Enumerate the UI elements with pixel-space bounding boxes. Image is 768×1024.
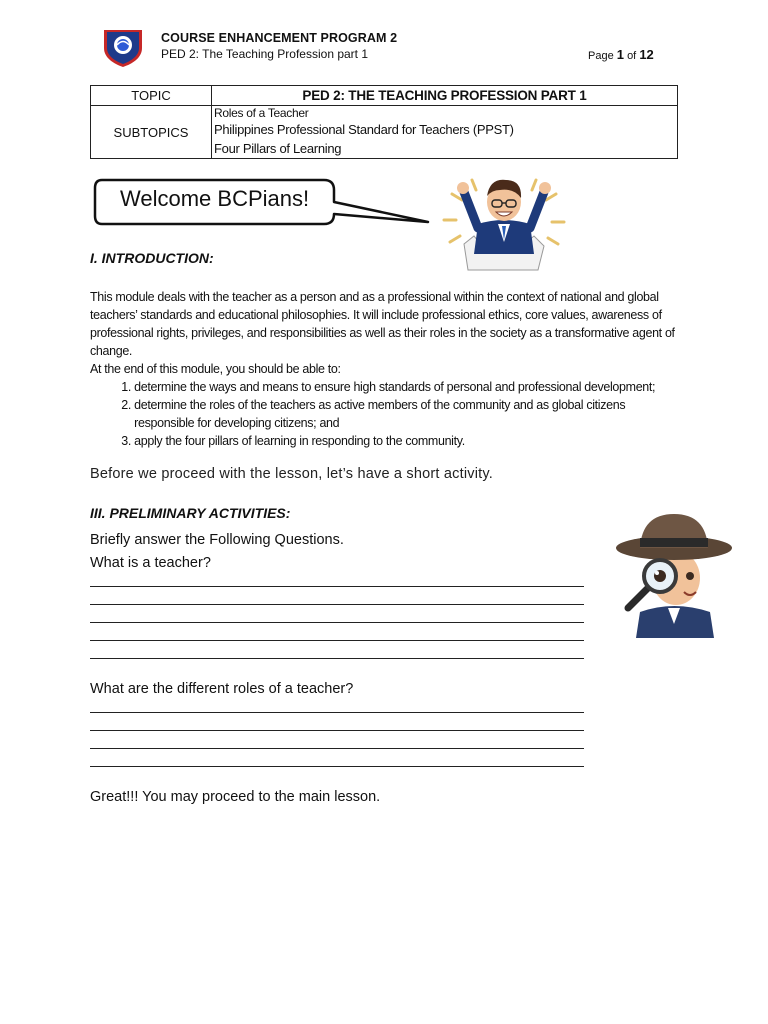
course-subtitle: PED 2: The Teaching Profession part 1 bbox=[161, 47, 369, 61]
subtopics-row bbox=[91, 106, 678, 159]
subtopics-label: SUBTOPICS bbox=[91, 106, 212, 159]
subtopic-item: Philippines Professional Standard for Teachers (PPST) bbox=[214, 122, 514, 137]
question-2: What are the different roles of a teacher? bbox=[90, 681, 354, 697]
answer-line[interactable] bbox=[90, 748, 584, 749]
answer-line[interactable] bbox=[90, 712, 584, 713]
answer-line[interactable] bbox=[90, 604, 584, 605]
answer-line[interactable] bbox=[90, 766, 584, 767]
closing-text: Great!!! You may proceed to the main lesson. bbox=[90, 789, 381, 805]
objectives-list bbox=[90, 378, 676, 450]
page-word: Page bbox=[588, 50, 614, 62]
detective-avatar-icon bbox=[614, 508, 734, 640]
topic-table bbox=[90, 85, 678, 159]
answer-line[interactable] bbox=[90, 622, 584, 623]
answer-line[interactable] bbox=[90, 640, 584, 641]
objective-item: 2. determine the roles of the teachers as active members of the community and as global citizens responsible for developing citizens; and bbox=[134, 396, 675, 432]
page-total: 12 bbox=[639, 47, 654, 62]
topic-value: PED 2: THE TEACHING PROFESSION PART 1 bbox=[212, 86, 678, 106]
transition-text: Before we proceed with the lesson, let’s have a short activity. bbox=[90, 466, 493, 482]
objective-item: 3. apply the four pillars of learning in responding to the community. bbox=[134, 432, 675, 450]
topic-label: TOPIC bbox=[91, 86, 212, 106]
page-current: 1 bbox=[616, 47, 624, 62]
subtopics-list bbox=[212, 106, 678, 159]
page-number bbox=[588, 47, 654, 62]
question-1: What is a teacher? bbox=[90, 555, 211, 571]
introduction-paragraph: This module deals with the teacher as a person and as a professional within the context of national and global teachers’ standards and educational philosophies. It will include professional ethics, core values, awareness of professional rights, privileges, and responsibilities as well as their roles in the society as a transformative agent of change. bbox=[90, 289, 675, 358]
school-shield-logo bbox=[100, 26, 146, 68]
introduction-body bbox=[90, 288, 676, 450]
subtopic-item: Four Pillars of Learning bbox=[214, 141, 342, 156]
subtopic-item: Roles of a Teacher bbox=[214, 106, 309, 120]
answer-line[interactable] bbox=[90, 658, 584, 659]
excited-teacher-avatar-icon bbox=[438, 170, 570, 278]
page-of: of bbox=[627, 50, 637, 62]
introduction-heading: I. INTRODUCTION: bbox=[90, 250, 214, 266]
objective-item: 1. determine the ways and means to ensure high standards of personal and professional development; bbox=[134, 378, 675, 396]
course-title: COURSE ENHANCEMENT PROGRAM 2 bbox=[161, 31, 398, 45]
topic-row bbox=[91, 86, 678, 106]
answer-line[interactable] bbox=[90, 586, 584, 587]
welcome-text: Welcome BCPians! bbox=[120, 186, 310, 211]
instruction-text: Briefly answer the Following Questions. bbox=[90, 532, 344, 548]
preliminary-heading: III. PRELIMINARY ACTIVITIES: bbox=[90, 505, 291, 521]
answer-line[interactable] bbox=[90, 730, 584, 731]
objectives-intro: At the end of this module, you should be able to: bbox=[90, 361, 341, 376]
